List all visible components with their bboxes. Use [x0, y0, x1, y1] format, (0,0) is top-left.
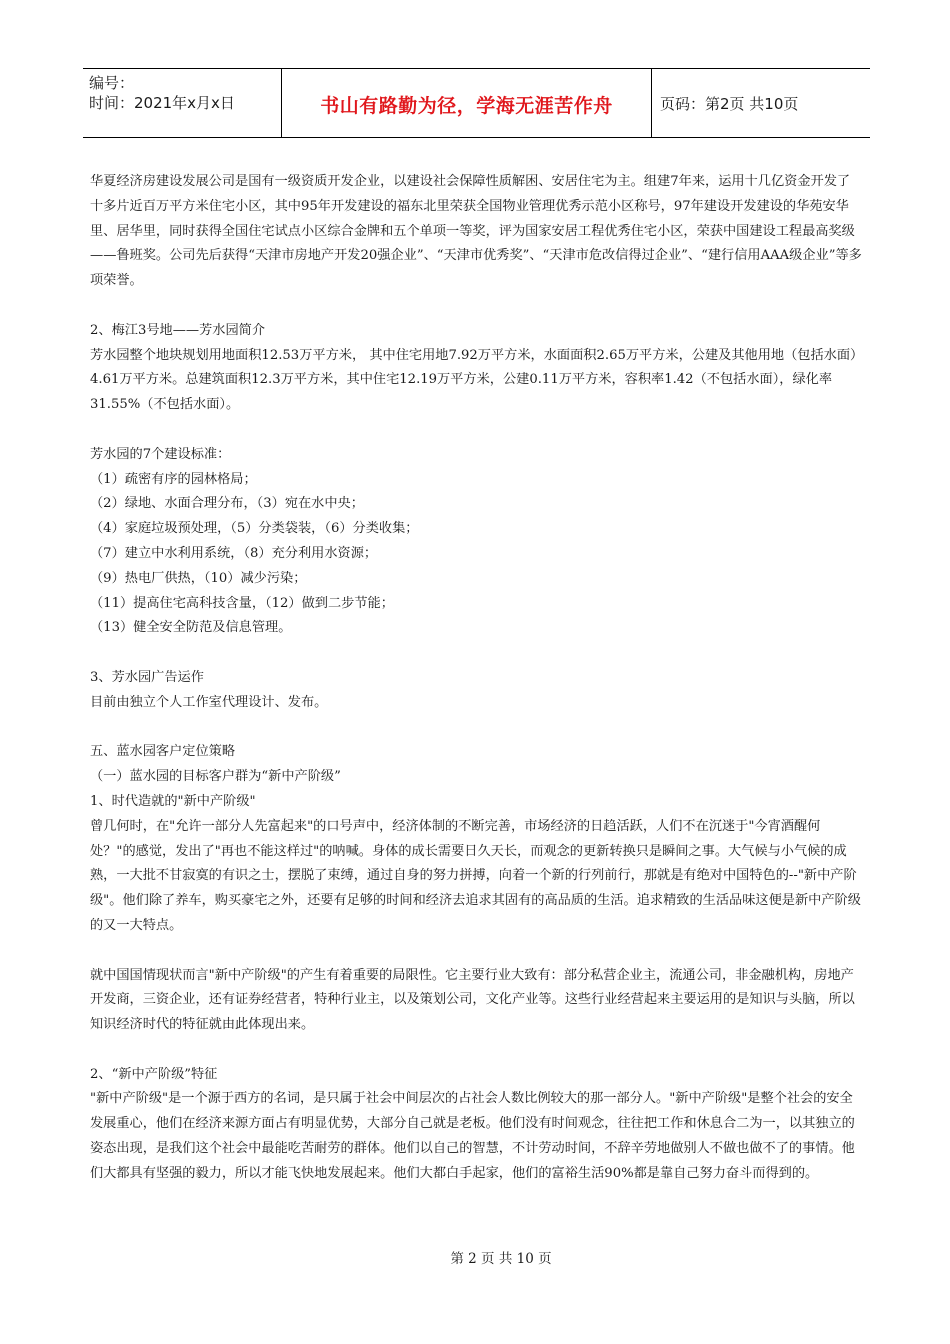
document-date: 时间：2021年x月x日 — [89, 94, 235, 112]
document-number-label: 编号： — [89, 74, 135, 92]
body-paragraph: 华夏经济房建设发展公司是国有一级资质开发企业，以建设社会保障性质解困、安居住宅为主。组建7年来，运用十几亿资金开发了十多片近百万平方米住宅小区，其中95年开发建设的福东北里荣获全国物业管理优秀示范小区称号，97年建设开发建设的华苑安华里、居华里，同时获得全国住宅试点小区综合金牌和五个单项一等奖，评为国家安居工程优秀住宅小区，荣获中国建设工程最高奖级——鲁班奖。公司先后获得“天津市房地产开发20强企业”、“天津市优秀奖”、“天津市危改信得过企业”、“建行信用AAA级企业”等多项荣誉。 — [90, 174, 862, 289]
blank-line — [90, 641, 862, 666]
header-page-info: 页码：第2页 共10页 — [660, 95, 799, 113]
blank-line — [90, 939, 862, 964]
body-paragraph: 2、“新中产阶级”特征 — [90, 1066, 218, 1082]
body-paragraph: （一）蓝水园的目标客户群为“新中产阶级” — [90, 769, 341, 785]
body-paragraph: 芳水园整个地块规划用地面积12.53万平方米， 其中住宅用地7.92万平方米，水面面积2.65万平方米，公建及其他用地（包括水面）4.61万平方米。总建筑面积12.3万平方米，其中住宅12.19万平方米，公建0.11万平方米，容积率1.42（不包括水面），绿化率31.55%（不包括水面）。 — [90, 347, 857, 413]
page-footer: 第 2 页 共 10 页 — [450, 1251, 552, 1267]
blank-line — [90, 716, 862, 741]
body-paragraph: （2）绿地、水面合理分布，（3）宛在水中央； — [90, 496, 364, 512]
body-paragraph: （9）热电厂供热，（10）减少污染； — [90, 570, 307, 586]
blank-line — [90, 1038, 862, 1063]
body-paragraph: 1、时代造就的"新中产阶级" — [90, 793, 256, 809]
header-motto-cell — [282, 69, 652, 137]
body-paragraph: 就中国国情现状而言"新中产阶级"的产生有着重要的局限性。它主要行业大致有：部分私营企业主，流通公司，非金融机构，房地产开发商，三资企业，还有证券经营者，特种行业主，以及策划公司，文化产业等。这些行业经营起来主要运用的是知识与头脑，所以知识经济时代的特征就由此体现出来。 — [90, 967, 855, 1033]
body-paragraph: （7）建立中水利用系统，（8）充分利用水资源； — [90, 545, 378, 561]
body-paragraph: 3、芳水园广告运作 — [90, 669, 204, 685]
document-header — [83, 68, 870, 138]
body-paragraph: （13）健全安全防范及信息管理。 — [90, 620, 292, 636]
body-paragraph: 芳水园的7个建设标准： — [90, 446, 231, 462]
body-paragraph: 曾几何时，在"允许一部分人先富起来"的口号声中，经济体制的不断完善，市场经济的日趋活跃，人们不在沉迷于"今宵酒醒何处？"的感觉，发出了"再也不能这样过"的呐喊。身体的成长需要日久天长，而观念的更新转换只是瞬间之事。大气候与小气候的成熟，一大批不甘寂寞的有识之士，摆脱了束缚，通过自身的努力拼搏，向着一个新的行列前行，那就是有绝对中国特色的--"新中产阶级"。他们除了养车，购买豪宅之外，还要有足够的时间和经济去追求其固有的高品质的生活。追求精致的生活品味这便是新中产阶级的又一大特点。 — [90, 818, 861, 933]
body-paragraph: （4）家庭垃圾预处理，（5）分类袋装，（6）分类收集； — [90, 521, 419, 537]
header-page-cell — [652, 69, 870, 137]
body-paragraph: "新中产阶级"是一个源于西方的名词，是只属于社会中间层次的占社会人数比例较大的那一部分人。"新中产阶级"是整个社会的安全发展重心，他们在经济来源方面占有明显优势，大部分自己就是老板。他们没有时间观念，往往把工作和休息合二为一，以其独立的姿态出现，是我们这个社会中最能吃苦耐劳的群体。他们以自己的智慧，不计劳动时间，不辞辛劳地做别人不做也做不了的事情。他们大都具有坚强的毅力，所以才能飞快地发展起来。他们大都白手起家，他们的富裕生活90%都是靠自己努力奋斗而得到的。 — [90, 1091, 855, 1181]
document-body — [90, 170, 862, 1187]
body-paragraph: 五、蓝水园客户定位策略 — [90, 744, 236, 760]
header-left-cell — [83, 69, 282, 137]
blank-line — [90, 418, 862, 443]
blank-line — [90, 294, 862, 319]
body-paragraph: （11）提高住宅高科技含量，（12）做到二步节能； — [90, 595, 394, 611]
header-motto: 书山有路勤为径，学海无涯苦作舟 — [320, 95, 613, 117]
body-paragraph: （1）疏密有序的园林格局； — [90, 471, 257, 487]
body-paragraph: 目前由独立个人工作室代理设计、发布。 — [90, 694, 328, 710]
body-paragraph: 2、梅江3号地——芳水园简介 — [90, 322, 266, 338]
